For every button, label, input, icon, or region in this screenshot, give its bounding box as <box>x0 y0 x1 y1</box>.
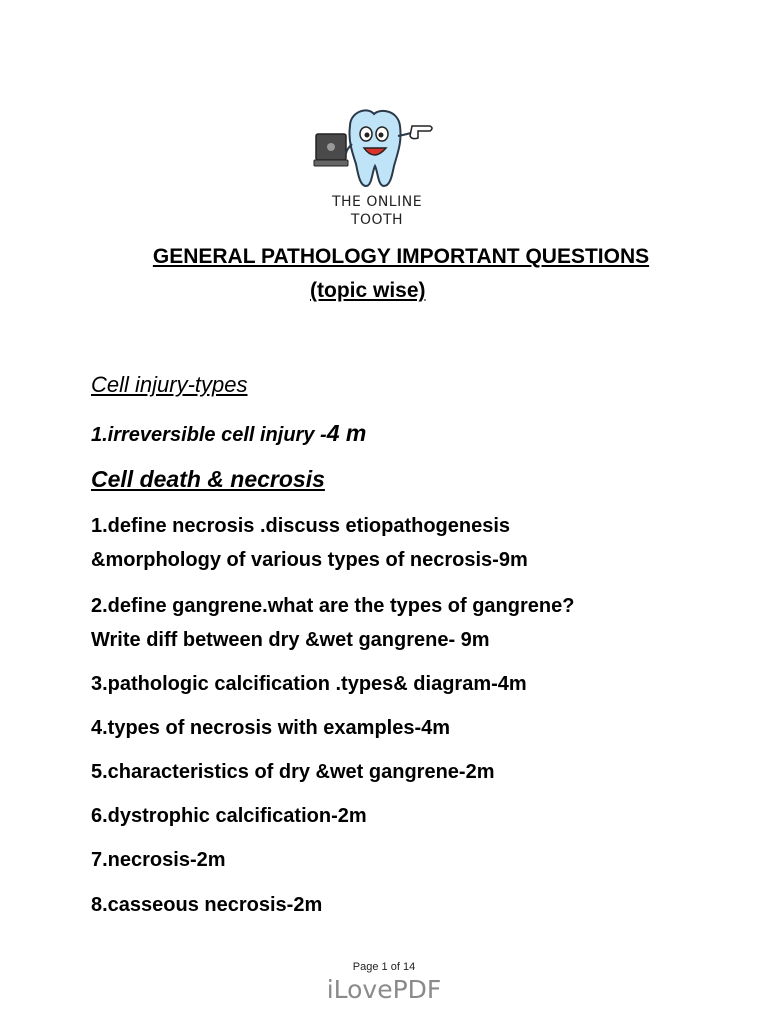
question-text: 1.irreversible cell injury - <box>91 424 327 446</box>
question-marks: 4 m <box>326 420 367 446</box>
question-line: Write diff between dry &wet gangrene- 9m <box>91 629 490 651</box>
logo-text-line1: THE ONLINE <box>331 194 423 210</box>
question-item <box>91 509 528 577</box>
question-line: 1.define necrosis .discuss etiopathogenesis <box>91 515 511 537</box>
section-heading-cell-death: Cell death & necrosis <box>91 466 325 492</box>
question-item: 7.necrosis-2m <box>91 849 226 871</box>
logo-text-line2: TOOTH <box>350 212 404 228</box>
ilovepdf-watermark: iLovePDF <box>326 975 442 1004</box>
section-heading-cell-injury: Cell injury-types <box>91 372 248 397</box>
question-item <box>91 589 574 657</box>
document-subtitle: (topic wise) <box>310 279 426 302</box>
question-line: 2.define gangrene.what are the types of gangrene? <box>91 595 575 617</box>
logo <box>312 104 452 234</box>
question-item <box>91 420 366 447</box>
tooth-mascot-icon <box>312 104 452 194</box>
question-item: 6.dystrophic calcification-2m <box>91 805 367 827</box>
question-line: &morphology of various types of necrosis-9m <box>91 549 528 571</box>
question-item: 3.pathologic calcification .types& diagram-4m <box>91 673 527 695</box>
question-item: 5.characteristics of dry &wet gangrene-2m <box>91 761 495 783</box>
page-number: Page 1 of 14 <box>352 961 416 973</box>
document-title: GENERAL PATHOLOGY IMPORTANT QUESTIONS <box>152 245 650 268</box>
question-item: 8.casseous necrosis-2m <box>91 894 323 916</box>
question-item: 4.types of necrosis with examples-4m <box>91 717 451 739</box>
